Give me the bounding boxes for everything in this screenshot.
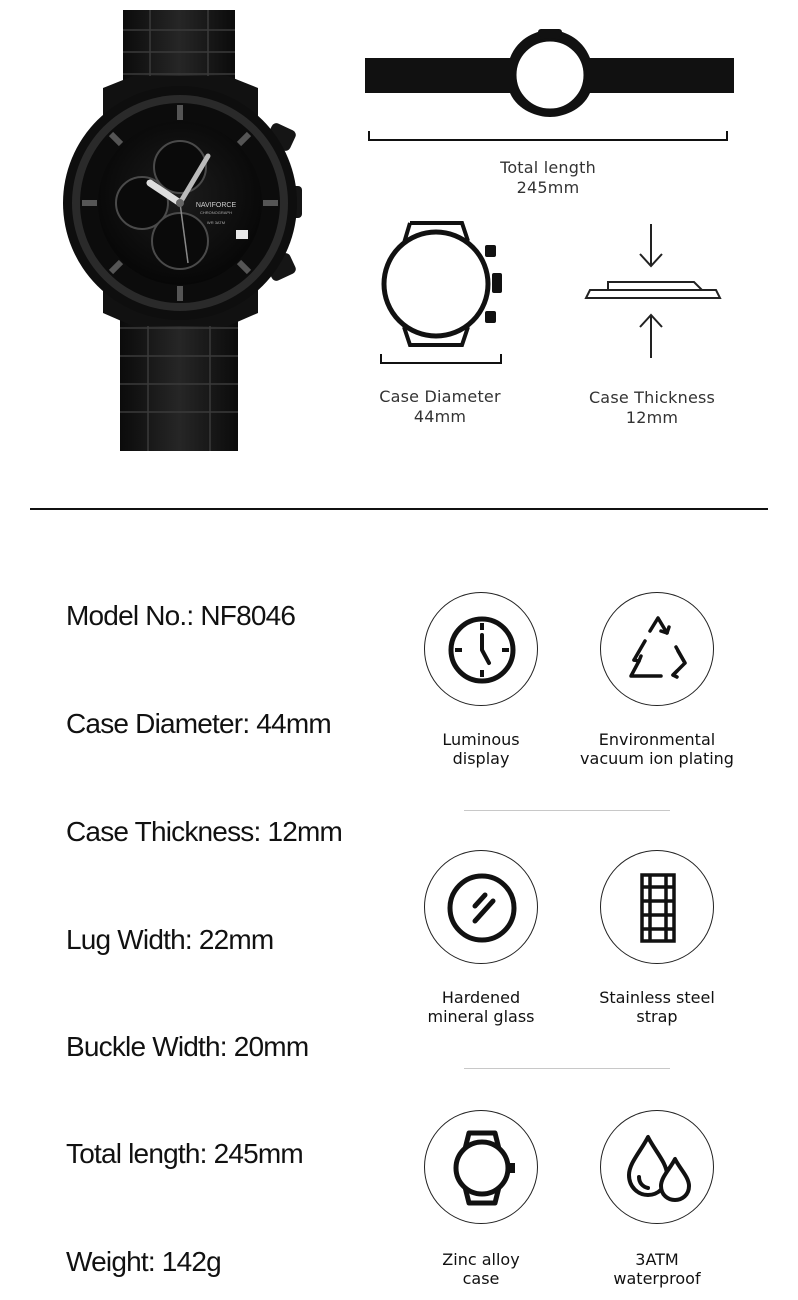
- strap-length-diagram: [360, 25, 740, 150]
- mineral-glass-badge: [424, 850, 538, 964]
- feature-divider-1: [464, 810, 670, 811]
- case-diameter-title: Case Diameter: [379, 387, 501, 406]
- case-thickness-diagram: [580, 220, 730, 365]
- total-length-label: [448, 158, 648, 198]
- total-length-value: 245mm: [516, 178, 580, 197]
- luminous-display-badge: [424, 592, 538, 706]
- case-diameter-value: 44mm: [413, 407, 467, 426]
- steel-strap-badge: [600, 850, 714, 964]
- dial-subtitle-text: CHRONOGRAPH: [199, 210, 233, 215]
- waterproof-line1: 3ATM: [635, 1250, 679, 1269]
- watch-product-image: [58, 8, 308, 453]
- case-thickness-title: Case Thickness: [588, 388, 716, 407]
- steel-strap-line1: Stainless steel: [599, 988, 715, 1007]
- dial-brand-text: NAVIFORCE: [195, 202, 237, 209]
- water-drops-icon: [601, 1111, 715, 1225]
- spec-total-length: Total length: 245mm: [66, 1138, 303, 1169]
- steel-strap-line2: strap: [636, 1007, 678, 1026]
- section-divider: [30, 508, 768, 510]
- waterproof-label: [562, 1250, 752, 1288]
- strap-icon: [601, 851, 715, 965]
- watch-case-icon: [425, 1111, 539, 1225]
- ion-plating-badge: [600, 592, 714, 706]
- spec-case-diameter: Case Diameter: 44mm: [66, 708, 331, 739]
- mineral-glass-line1: Hardened: [441, 988, 521, 1007]
- zinc-alloy-case-badge: [424, 1110, 538, 1224]
- mineral-glass-line2: mineral glass: [427, 1007, 535, 1026]
- zinc-alloy-line1: Zinc alloy: [442, 1250, 520, 1269]
- mineral-glass-label: [386, 988, 576, 1026]
- waterproof-badge: [600, 1110, 714, 1224]
- luminous-display-label: [386, 730, 576, 768]
- case-diameter-diagram: [372, 215, 512, 370]
- spec-buckle-width: Buckle Width: 20mm: [66, 1031, 309, 1062]
- case-thickness-label: [572, 388, 732, 428]
- ion-plating-label: [562, 730, 752, 768]
- feature-divider-2: [464, 1068, 670, 1069]
- spec-weight: Weight: 142g: [66, 1246, 221, 1277]
- case-diameter-label: [360, 387, 520, 427]
- ion-plating-line2: vacuum ion plating: [580, 749, 734, 768]
- dial-water-text: WR 3ATM: [206, 220, 226, 225]
- zinc-alloy-line2: case: [462, 1269, 500, 1288]
- zinc-alloy-label: [386, 1250, 576, 1288]
- luminous-display-line2: display: [452, 749, 510, 768]
- ion-plating-line1: Environmental: [598, 730, 716, 749]
- luminous-display-line1: Luminous: [442, 730, 520, 749]
- clock-icon: [425, 593, 539, 707]
- steel-strap-label: [562, 988, 752, 1026]
- spec-model-number: Model No.: NF8046: [66, 600, 296, 631]
- case-thickness-value: 12mm: [625, 408, 679, 427]
- glass-icon: [425, 851, 539, 965]
- spec-lug-width: Lug Width: 22mm: [66, 924, 274, 955]
- total-length-title: Total length: [500, 158, 596, 177]
- waterproof-line2: waterproof: [613, 1269, 701, 1288]
- recycle-icon: [601, 593, 715, 707]
- spec-case-thickness: Case Thickness: 12mm: [66, 816, 343, 847]
